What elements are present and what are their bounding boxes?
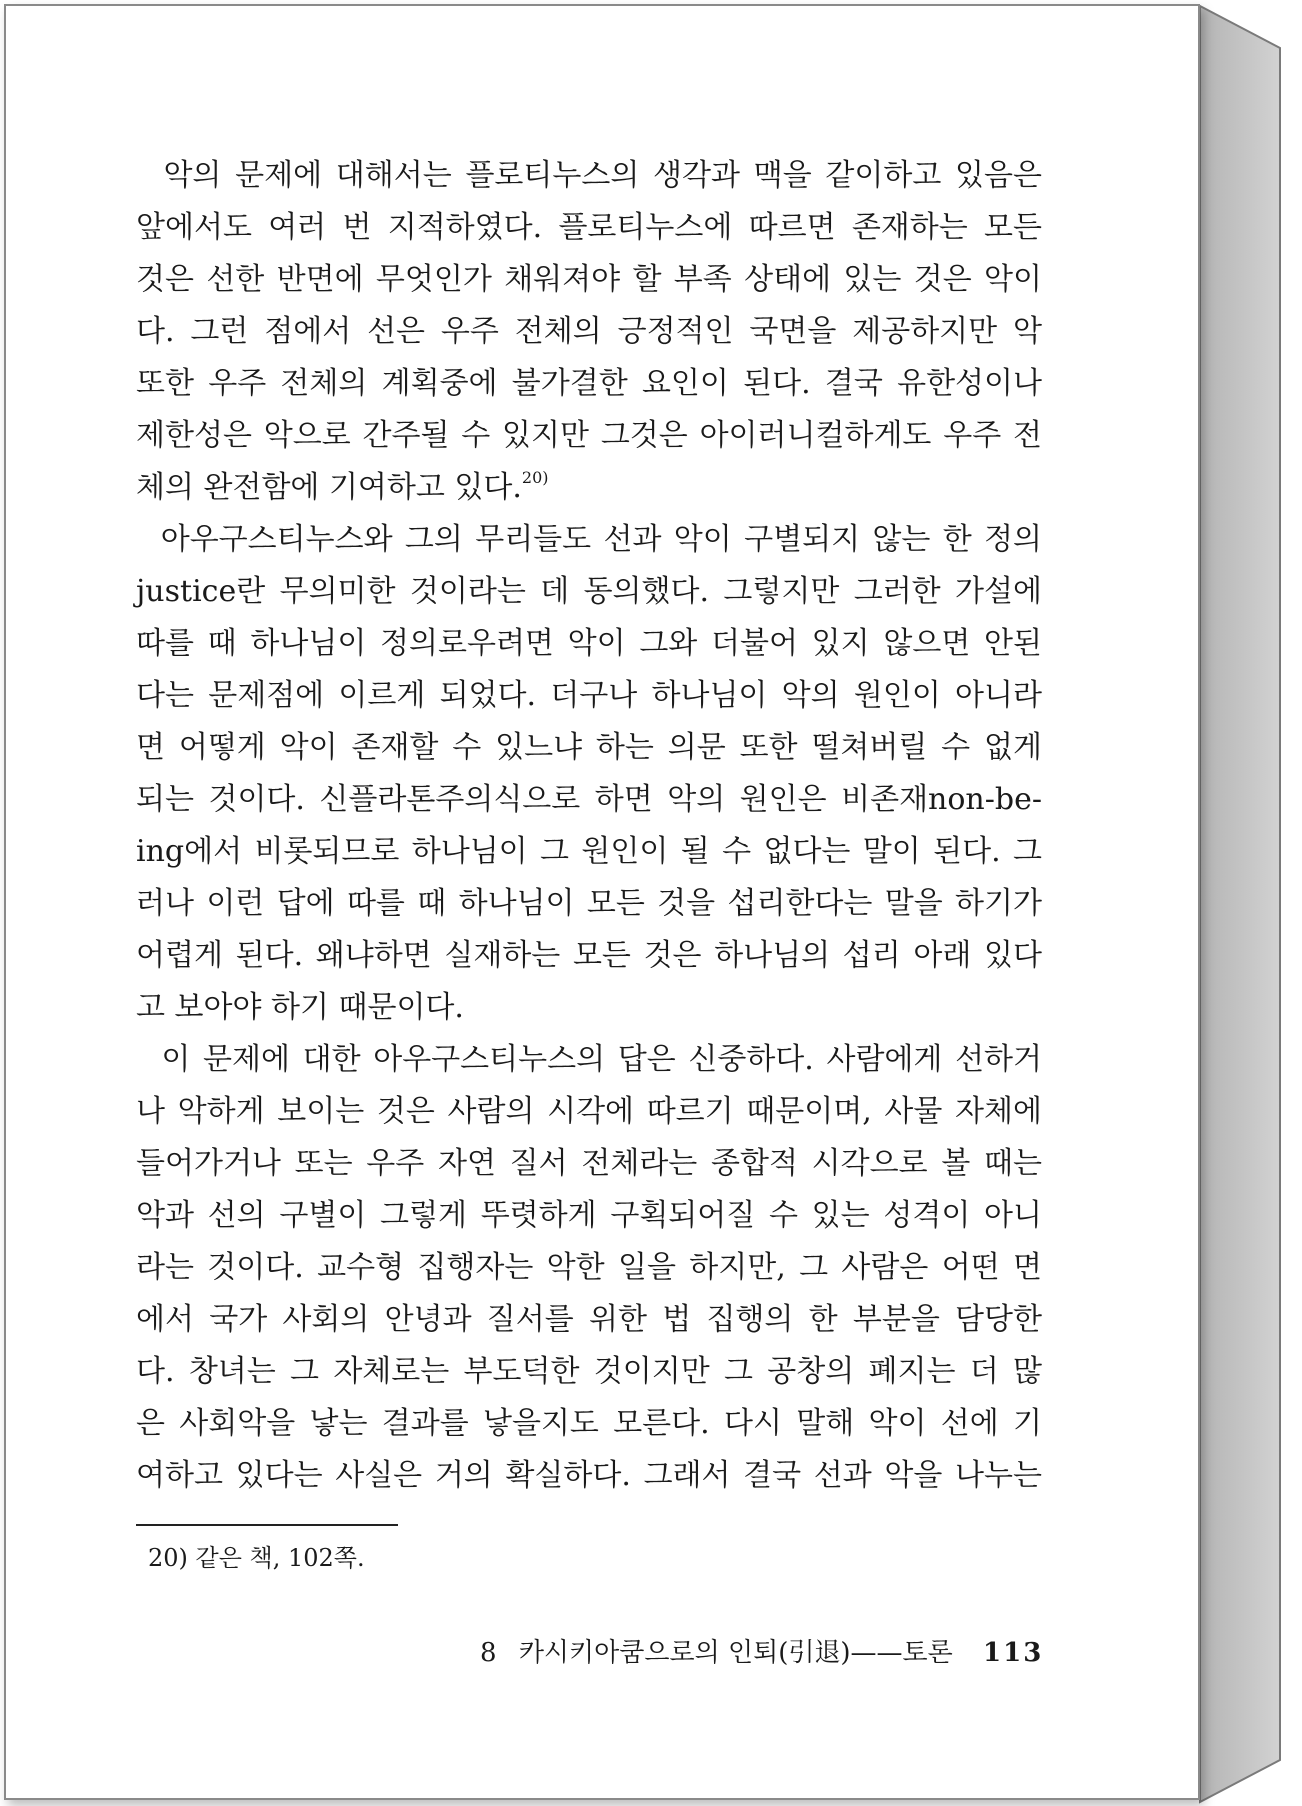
footnote-reference: 20): [521, 468, 549, 487]
text-line: 다는 문제점에 이르게 되었다. 더구나 하나님이 악의 원인이 아니라: [136, 678, 1042, 713]
text-line: 체의 완전함에 기여하고 있다.$^{20)}$: [136, 468, 549, 505]
text-line: justice란 무의미한 것이라는 데 동의했다. 그렇지만 그러한 가설에: [136, 574, 1042, 609]
text-line: 나 악하게 보이는 것은 사람의 시각에 따르기 때문이며, 사물 자체에: [136, 1094, 1042, 1129]
text-line: 이 문제에 대한 아우구스티누스의 답은 신중하다. 사람에게 선하거: [161, 1042, 1043, 1077]
text-line: 어렵게 된다. 왜냐하면 실재하는 모든 것은 하나님의 섭리 아래 있다: [136, 938, 1042, 973]
chapter-number: 8: [480, 1638, 497, 1668]
text-line: 라는 것이다. 교수형 집행자는 악한 일을 하지만, 그 사람은 어떤 면: [136, 1250, 1042, 1285]
text-line: 앞에서도 여러 번 지적하였다. 플로티누스에 따르면 존재하는 모든: [136, 210, 1042, 245]
page-number: 113: [983, 1638, 1044, 1668]
text-line: 들어가거나 또는 우주 자연 질서 전체라는 종합적 시각으로 볼 때는: [136, 1146, 1042, 1181]
text-line: 여하고 있다는 사실은 거의 확실하다. 그래서 결국 선과 악을 나누는: [136, 1458, 1042, 1493]
text-line: 아우구스티누스와 그의 무리들도 선과 악이 구별되지 않는 한 정의: [160, 522, 1043, 557]
chapter-title: 카시키아쿰으로의 인퇴(引退)——토론: [518, 1638, 953, 1668]
text-line: 다. 그런 점에서 선은 우주 전체의 긍정적인 국면을 제공하지만 악: [136, 314, 1042, 349]
text-line: 되는 것이다. 신플라톤주의식으로 하면 악의 원인은 비존재non-be-: [136, 782, 1042, 817]
text-line: 따를 때 하나님이 정의로우려면 악이 그와 더불어 있지 않으면 안된: [136, 626, 1042, 661]
text-line: 면 어떻게 악이 존재할 수 있느냐 하는 의문 또한 떨쳐버릴 수 없게: [136, 730, 1042, 765]
footnote-divider: [136, 1524, 398, 1526]
text-line: 에서 국가 사회의 안녕과 질서를 위한 법 집행의 한 부분을 담당한: [136, 1302, 1042, 1337]
text-line: 악과 선의 구별이 그렇게 뚜렷하게 구획되어질 수 있는 성격이 아니: [136, 1198, 1042, 1233]
text-line: ing에서 비롯되므로 하나님이 그 원인이 될 수 없다는 말이 된다. 그: [136, 834, 1042, 869]
text-line: 은 사회악을 낳는 결과를 낳을지도 모른다. 다시 말해 악이 선에 기: [136, 1406, 1042, 1441]
text-line: 러나 이런 답에 따를 때 하나님이 모든 것을 섭리한다는 말을 하기가: [136, 886, 1042, 921]
text-line: 악의 문제에 대해서는 플로티누스의 생각과 맥을 같이하고 있음은: [163, 158, 1042, 193]
text-line: 또한 우주 전체의 계획중에 불가결한 요인이 된다. 결국 유한성이나: [136, 366, 1042, 401]
text-line: 것은 선한 반면에 무엇인가 채워져야 할 부족 상태에 있는 것은 악이: [136, 262, 1042, 297]
footnote: 20) 같은 책, 102쪽.: [148, 1544, 365, 1572]
text-line: 고 보아야 하기 때문이다.: [136, 990, 464, 1025]
body-text: [136, 150, 1042, 1502]
text-line: 다. 창녀는 그 자체로는 부도덕한 것이지만 그 공창의 폐지는 더 많: [136, 1354, 1042, 1389]
text-line: 제한성은 악으로 간주될 수 있지만 그것은 아이러니컬하게도 우주 전: [136, 418, 1042, 453]
running-footer: [480, 1632, 1043, 1669]
